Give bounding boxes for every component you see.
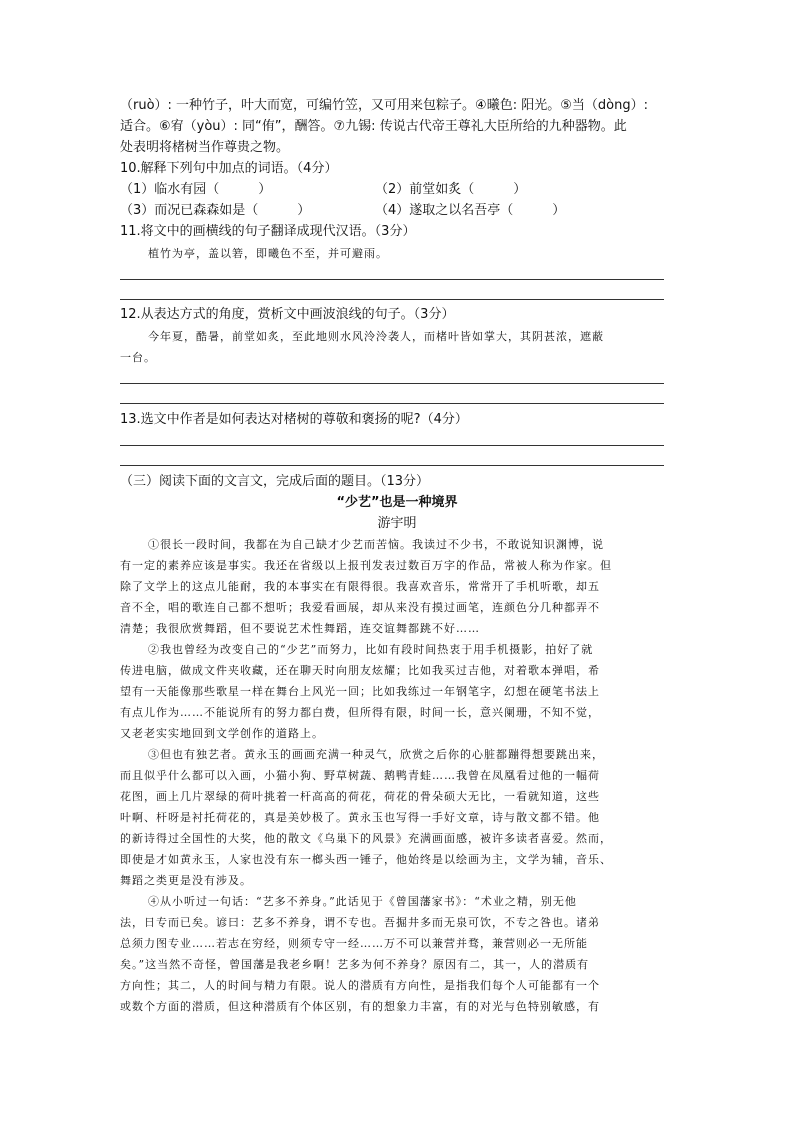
passage-author: 游宇明 xyxy=(377,516,417,531)
question-12-sentence: 一台。 xyxy=(120,351,156,364)
passage-line: 或数个方面的潜质，但这种潜质有个体区别，有的想象力丰富，有的对光与色特别敏感，有 xyxy=(120,1000,600,1013)
passage-line: 望有一天能像那些歌星一样在舞台上风光一回；比如我练过一年钢笔字，幻想在硬笔书法上 xyxy=(120,685,600,698)
section-header: （三）阅读下面的文言文，完成后面的题目。（13分） xyxy=(120,474,430,489)
passage-line: 叶啊、杆呀是衬托荷花的，真是美妙极了。黄永玉也写得一手好文章，诗与散文都不错。他 xyxy=(120,811,600,824)
answer-line xyxy=(120,403,664,404)
passage-line: 有一定的素养应该是事实。我还在省级以上报刊发表过数百万字的作品，常被人称为作家。但 xyxy=(120,559,612,572)
footnote-line: 处表明将楮树当作尊贵之物。 xyxy=(120,140,290,155)
passage-line: 而且似乎什么都可以入画，小猫小狗、野草树蔬、鹅鸭青蛙……我曾在凤凰看过他的一幅荷 xyxy=(120,769,600,782)
passage-line: ②我也曾经为改变自己的“少艺”而努力，比如有段时间热衷于用手机摄影，拍好了就 xyxy=(148,643,594,656)
passage-line: 有点儿作为……不能说所有的努力都白费，但所得有限，时间一长，意兴阑珊，不知不觉， xyxy=(120,706,600,719)
passage-line: 传进电脑，做成文件夹收藏，还在聊天时向朋友炫耀；比如我买过吉他，对着歌本弹唱，希 xyxy=(120,664,600,677)
answer-line xyxy=(120,445,664,446)
answer-line xyxy=(120,383,664,384)
passage-line: 除了文学上的这点儿能耐，我的本事实在有限得很。我喜欢音乐，常常开了手机听歌，却五 xyxy=(120,580,600,593)
passage-line: 的新诗得过全国性的大奖，他的散文《乌巢下的风景》充满画面感，被许多读者喜爱。然而， xyxy=(120,832,612,845)
passage-line: ③但也有独艺者。黄永玉的画画充满一种灵气，欣赏之后你的心脏都蹦得想要跳出来， xyxy=(148,748,604,761)
question-10-item: （3）而况已森森如是（ ） xyxy=(120,203,311,218)
question-11-stem: 11.将文中的画横线的句子翻译成现代汉语。（3分） xyxy=(120,224,416,239)
question-12-sentence: 今年夏，酷暑，前堂如炙，至此地则水风泠泠袭人，而楮叶皆如掌大，其阴甚浓，遮蔽 xyxy=(148,330,604,343)
question-10-item: （2）前堂如炙（ ） xyxy=(375,182,527,197)
passage-line: 方向性；其二，人的时间与精力有限。说人的潜质有方向性，是指我们每个人可能都有一个 xyxy=(120,979,600,992)
passage-line: 舞蹈之类更是没有涉及。 xyxy=(120,874,252,887)
passage-line: 即使是才如黄永玉，人家也没有东一榔头西一锤子，他始终是以绘画为主，文学为辅，音乐、 xyxy=(120,853,612,866)
question-11-sentence: 植竹为亭，盖以箬，即曦色不至，并可避雨。 xyxy=(148,247,388,260)
passage-line: 矣。”这当然不奇怪，曾国藩是我老乡啊！艺多为何不养身？原因有二，其一，人的潜质有 xyxy=(120,958,590,971)
question-13-stem: 13.选文中作者是如何表达对楮树的尊敬和褒扬的呢?（4分） xyxy=(120,412,468,427)
passage-line: 法，日专而已矣。谚曰：艺多不养身，谓不专也。吾掘井多而无泉可饮，不专之咎也。诸弟 xyxy=(120,916,600,929)
passage-line: 清楚；我很欣赏舞蹈，但不要说艺术性舞蹈，连交谊舞都跳不好…… xyxy=(120,622,480,635)
passage-line: ④从小听过一句话：“艺多不养身。”此话见于《曾国藩家书》：“术业之精，别无他 xyxy=(148,895,577,908)
question-10-item: （4）遂取之以名吾亭（ ） xyxy=(375,203,566,218)
passage-title: “少艺”也是一种境界 xyxy=(336,495,458,510)
question-10-item: （1）临水有园（ ） xyxy=(120,182,272,197)
footnote-line: 适合。⑥宥（yòu）: 同“侑”，酬答。⑦九锡: 传说古代帝王尊礼大臣所给的九种器物。此 xyxy=(120,119,627,134)
passage-line: 音不全，唱的歌连自己都不想听；我爱看画展，却从来没有摸过画笔，连颜色分几种都弄不 xyxy=(120,601,600,614)
answer-line xyxy=(120,299,664,300)
question-12-stem: 12.从表达方式的角度，赏析文中画波浪线的句子。（3分） xyxy=(120,307,455,322)
passage-line: 又老老实实地回到文学创作的道路上。 xyxy=(120,727,324,740)
answer-line xyxy=(120,279,664,280)
passage-line: 花图，画上几片翠绿的荷叶挑着一杆高高的荷花，荷花的骨朵硕大无比，一看就知道，这些 xyxy=(120,790,600,803)
answer-line xyxy=(120,465,664,466)
question-10-stem: 10.解释下列句中加点的词语。（4分） xyxy=(120,161,338,176)
footnote-line: （ruò）: 一种竹子，叶大而宽，可编竹笠，又可用来包粽子。④曦色: 阳光。⑤当（dòng）: xyxy=(120,98,648,113)
passage-line: ①很长一段时间，我都在为自己缺才少艺而苦恼。我读过不少书，不敢说知识渊博，说 xyxy=(148,538,604,551)
passage-line: 总须力图专业……若志在穷经，则须专守一经……万不可以兼营并骛，兼营则必一无所能 xyxy=(120,937,588,950)
